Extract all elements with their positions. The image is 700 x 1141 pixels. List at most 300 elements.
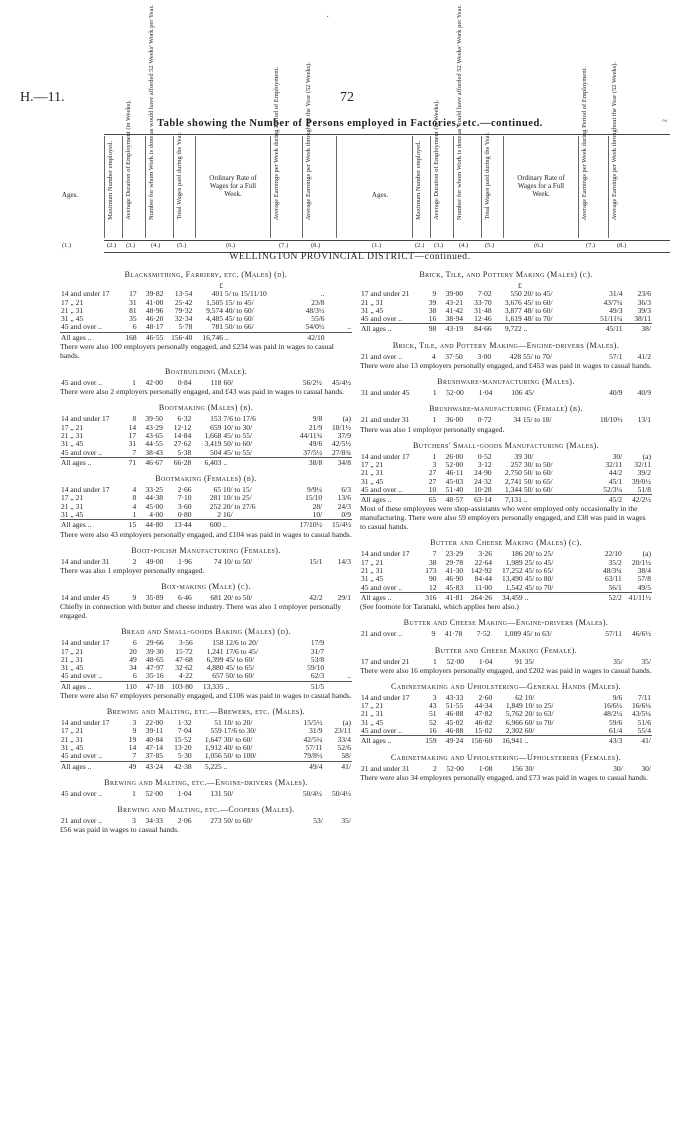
- table-cell: 39·11: [145, 726, 164, 736]
- table-cell: 50/ to 60/: [523, 468, 553, 478]
- table-cell: 35·16: [146, 671, 164, 681]
- table-cell: 27·62: [173, 439, 192, 449]
- table-cell: 50/ to 60/: [223, 439, 253, 449]
- table-cell: 45·83: [445, 582, 464, 592]
- table-cell: ..: [347, 671, 351, 681]
- table-cell: 40/9: [637, 388, 651, 398]
- wages-table: [60, 594, 352, 602]
- table-cell: 52·00: [446, 763, 464, 773]
- col-number: (6.): [226, 242, 236, 249]
- table-row: [360, 315, 652, 324]
- section-title: Bootmaking (Females) (b).: [155, 474, 257, 484]
- table-cell: 8: [132, 493, 137, 503]
- table-cell: 14 and under 17: [61, 414, 110, 424]
- table-cell: 31 „ 45: [61, 663, 84, 673]
- table-cell: 41·42: [445, 305, 464, 315]
- table-cell: 21 „ 31: [61, 654, 84, 664]
- industry-section: [360, 341, 652, 370]
- table-cell: 3: [432, 459, 437, 469]
- table-cell: 559: [210, 726, 222, 736]
- table-cell: 45/ to 70/: [524, 582, 554, 592]
- table-cell: 38: [428, 305, 437, 315]
- table-cell: 40·84: [145, 734, 164, 744]
- table-cell: 51/5: [295, 681, 325, 691]
- table-cell: 1: [132, 788, 136, 798]
- table-cell: All ages ..: [60, 681, 122, 691]
- table-row: [360, 630, 652, 638]
- col8-header: Average Earnings per Week throughout the Year (52 Weeks).: [305, 61, 312, 220]
- table-cell: 0·72: [477, 415, 492, 425]
- table-cell: [326, 290, 352, 298]
- section-note: There was also 1 employer personally engaged.: [360, 424, 505, 434]
- table-cell: 5/ to 15/11/10: [224, 289, 267, 299]
- table-cell: 7/6 to 17/6: [223, 414, 256, 424]
- section-title: Boot-polish Manufacturing (Females).: [131, 545, 281, 555]
- section-title: Cabinetmaking and Upholstering—Upholsterers (Females).: [390, 752, 622, 762]
- table-cell: 35/: [341, 816, 351, 826]
- table-cell: 7,131: [493, 495, 523, 505]
- table-cell: 110: [122, 681, 138, 691]
- wages-table: [360, 630, 652, 638]
- table-title: Table showing the Number of Persons employed in Factories, etc.—continued.: [157, 118, 543, 129]
- table-cell: ..: [347, 322, 351, 332]
- table-cell: 27: [428, 476, 437, 486]
- wages-table: [360, 282, 652, 334]
- table-cell: 20: [129, 646, 137, 656]
- industry-section: [60, 627, 352, 700]
- col3-header: Average Duration of Employment (in Weeks).: [125, 100, 132, 220]
- table-cell: 51: [429, 709, 437, 719]
- table-cell: 17: [128, 430, 137, 440]
- table-cell: 16/: [222, 510, 233, 520]
- table-cell: 45·00: [145, 501, 164, 511]
- table-cell: 66·28: [164, 457, 192, 467]
- table-cell: ..: [222, 457, 292, 467]
- table-cell: 1,344: [504, 484, 522, 494]
- table-cell: 45/ to 55/: [223, 430, 253, 440]
- section-note: There were also 34 employers personally engaged, and £73 was paid in wages to casual hands.: [360, 772, 648, 782]
- table-cell: 44·80: [137, 520, 164, 530]
- table-cell: 62/3: [310, 671, 325, 681]
- table-cell: 30/ to 50/: [523, 459, 553, 469]
- table-cell: 7: [432, 549, 437, 559]
- table-cell: 10/ to 25/: [222, 493, 252, 503]
- table-cell: 13·44: [164, 520, 193, 530]
- table-cell: 1·04: [478, 656, 493, 666]
- table-cell: 1,668: [204, 430, 222, 440]
- table-cell: 14 and under 17: [361, 451, 410, 461]
- table-cell: 131: [210, 788, 222, 798]
- col-ages-header: Ages.: [61, 191, 79, 199]
- table-cell: 30/ to 60/: [223, 734, 253, 744]
- table-cell: All ages ..: [60, 761, 122, 771]
- left-column: [60, 266, 352, 841]
- table-cell: 34·33: [145, 816, 163, 826]
- table-cell: 52·00: [445, 459, 464, 469]
- table-cell: 55/6: [311, 314, 325, 324]
- table-cell: 28/: [312, 501, 323, 511]
- table-row: [60, 494, 352, 502]
- table-row: [360, 416, 652, 424]
- table-cell: [326, 332, 352, 342]
- col-number: (6.): [534, 242, 544, 249]
- table-cell: 45 and over ..: [361, 582, 403, 592]
- table-row: [60, 457, 352, 467]
- table-cell: 38·43: [145, 447, 163, 457]
- wages-table: [360, 658, 652, 666]
- table-cell: 2·66: [177, 485, 192, 495]
- table-cell: 51·55: [445, 701, 464, 711]
- industry-section: [360, 646, 652, 675]
- table-row: [360, 495, 652, 505]
- table-cell: 14 and under 17: [61, 638, 110, 648]
- table-cell: 49/6: [308, 439, 323, 449]
- table-cell: 54/0½: [305, 322, 325, 332]
- table-cell: 3·26: [478, 549, 493, 559]
- table-row: [60, 790, 352, 798]
- table-cell: 3·56: [178, 638, 193, 648]
- table-cell: 10/ to 15/: [222, 485, 252, 495]
- col-number: (2.): [107, 242, 117, 249]
- table-cell: 14 and under 17: [361, 549, 410, 559]
- table-cell: 17/9: [310, 638, 325, 648]
- table-cell: 15: [122, 520, 137, 530]
- table-cell: 6,403: [192, 457, 222, 467]
- table-cell: 3,676: [504, 297, 522, 307]
- table-cell: 51/8: [637, 484, 651, 494]
- table-cell: 7·10: [177, 493, 192, 503]
- section-title: Brick, Tile, and Pottery Making—Engine-drivers (Males).: [392, 340, 620, 350]
- table-cell: 24·32: [474, 476, 492, 486]
- table-row: [60, 520, 352, 530]
- col-number: (2.): [415, 242, 425, 249]
- section-note: There were also 13 employers personally engaged, and £453 was paid in wages to casual hands.: [360, 361, 652, 371]
- section-title: Brewing and Malting, etc.—Engine-drivers (Males).: [104, 777, 308, 787]
- table-cell: 53/8: [310, 654, 325, 664]
- table-cell: 14 and under 17: [61, 485, 110, 495]
- table-cell: 9,722: [493, 324, 523, 334]
- table-cell: 168: [122, 332, 138, 342]
- table-cell: 35/2: [608, 557, 622, 567]
- table-cell: 59/10: [307, 663, 325, 673]
- table-row: [60, 664, 352, 672]
- table-cell: 106: [511, 388, 523, 398]
- table-cell: 33/4: [337, 734, 351, 744]
- table-cell: 14 and under 17: [61, 289, 110, 299]
- wages-table: [60, 558, 352, 566]
- table-cell: 31 „ 45: [361, 717, 384, 727]
- col-ages-header: Ages.: [371, 191, 389, 199]
- table-cell: 37·50: [445, 351, 463, 361]
- table-cell: 57/11: [605, 629, 623, 639]
- table-cell: 46·11: [445, 468, 464, 478]
- table-cell: 74: [213, 556, 222, 566]
- table-cell: All ages ..: [360, 495, 422, 505]
- table-cell: 45/ to 65/: [524, 566, 554, 576]
- table-cell: 50/ to 100/: [223, 751, 257, 761]
- table-cell: 50/: [223, 788, 234, 798]
- table-cell: 45/11: [593, 324, 624, 334]
- table-cell: 1: [433, 656, 437, 666]
- table-cell: 50/ to 65/: [523, 476, 553, 486]
- industry-section: [360, 404, 652, 433]
- section-title: Boatbuilding (Male).: [164, 367, 248, 377]
- table-cell: 22/10: [604, 549, 622, 559]
- table-cell: All ages ..: [360, 736, 422, 746]
- table-cell: 21 „ 31: [361, 566, 384, 576]
- section-title: Butchers' Small-goods Manufacturing (Males).: [413, 440, 599, 450]
- table-cell: 7: [132, 751, 137, 761]
- col7-header: Average Earnings per Week during Period of Employment.: [581, 66, 588, 220]
- table-cell: All ages ..: [60, 457, 122, 467]
- table-cell: 49/3: [609, 305, 623, 315]
- table-cell: 59/6: [608, 717, 623, 727]
- table-cell: 42/5½: [332, 439, 351, 449]
- table-cell: 15/10: [305, 493, 323, 503]
- table-cell: 3·12: [477, 459, 492, 469]
- table-cell: 29·78: [445, 557, 464, 567]
- industry-section: [60, 270, 352, 360]
- table-cell: 46·20: [145, 314, 164, 324]
- table-cell: 33·70: [474, 297, 492, 307]
- table-cell: 21 „ 31: [61, 305, 84, 315]
- table-cell: 23/6: [637, 289, 651, 299]
- table-cell: 50/4½: [332, 788, 351, 798]
- table-cell: 58/: [341, 751, 351, 761]
- col8-header: Average Earnings per Week throughout the Year (52 Weeks).: [611, 61, 618, 220]
- table-cell: 10·28: [474, 484, 492, 494]
- table-cell: 90: [428, 574, 437, 584]
- table-cell: 52: [429, 717, 437, 727]
- table-cell: (a): [642, 549, 651, 559]
- table-cell: 6: [133, 671, 137, 681]
- table-cell: 15/5½: [303, 718, 323, 728]
- table-cell: 2·06: [177, 816, 192, 826]
- table-row: [360, 592, 652, 602]
- table-cell: 18/1½: [332, 422, 351, 432]
- table-cell: 17 „ 21: [361, 557, 384, 567]
- table-cell: 51/11¼: [600, 314, 623, 324]
- table-cell: 49/4: [293, 761, 323, 771]
- table-cell: 10/ to 50/: [223, 556, 253, 566]
- table-cell: 7·52: [476, 629, 491, 639]
- table-cell: 2: [432, 763, 437, 773]
- col7-header: Average Earnings per Week during Period of Employment.: [273, 66, 280, 220]
- section-note: There were also 2 employers personally engaged, and £43 was paid in wages to casual hands.: [60, 387, 345, 397]
- table-cell: 6,966: [505, 717, 523, 727]
- table-cell: 45/ to 65/: [225, 663, 255, 673]
- table-cell: 45 and over ..: [61, 378, 103, 388]
- table-cell: 9/6: [612, 692, 623, 702]
- table-cell: 47·18: [138, 681, 165, 691]
- table-cell: 6·46: [177, 592, 192, 602]
- table-cell: 186: [511, 549, 523, 559]
- table-row: [360, 765, 652, 773]
- table-row: [360, 584, 652, 593]
- table-cell: 21 „ 31: [361, 297, 384, 307]
- table-cell: 12/6 to 20/: [225, 638, 258, 648]
- table-cell: 30/: [523, 451, 534, 461]
- table-cell: 42/5¼: [303, 734, 323, 744]
- wages-table: [60, 790, 352, 798]
- table-cell: 41·81: [437, 592, 464, 602]
- table-cell: [325, 656, 352, 664]
- table-cell: All ages ..: [360, 324, 422, 334]
- section-title: Butter and Cheese Making (Males) (c).: [430, 538, 582, 548]
- wages-table: [60, 415, 352, 467]
- table-cell: 158: [212, 638, 224, 648]
- table-cell: 14 and under 17: [61, 718, 110, 728]
- table-cell: 47·82: [474, 709, 493, 719]
- wages-table: [360, 453, 652, 505]
- table-cell: 23/8: [311, 297, 325, 307]
- industry-section: [60, 403, 352, 467]
- table-cell: 0·84: [177, 378, 192, 388]
- table-cell: 22·64: [474, 557, 493, 567]
- table-cell: 12: [428, 582, 437, 592]
- table-cell: 257: [510, 459, 522, 469]
- table-cell: 31/4: [609, 289, 623, 299]
- table-cell: 6: [133, 638, 137, 648]
- wages-table: [60, 639, 352, 691]
- table-cell: All ages ..: [60, 520, 122, 530]
- col-number: (8.): [311, 242, 321, 249]
- table-cell: 52·00: [145, 788, 163, 798]
- table-cell: 47·97: [146, 663, 164, 673]
- table-cell: 39: [514, 451, 522, 461]
- table-cell: 9,574: [206, 305, 223, 315]
- table-cell: 1,241: [206, 646, 224, 656]
- col-number: (3.): [434, 242, 444, 249]
- table-cell: 11·00: [474, 582, 493, 592]
- table-cell: 30/: [612, 451, 623, 461]
- table-cell: 1·04: [177, 788, 192, 798]
- table-cell: 35/: [641, 656, 651, 666]
- table-cell: 20/ to 45/: [523, 289, 553, 299]
- table-cell: 65: [422, 495, 437, 505]
- table-cell: 9/8: [312, 414, 323, 424]
- industry-section: [60, 546, 352, 575]
- table-cell: 17 and under 21: [361, 656, 410, 666]
- table-cell: 55/ to 70/: [523, 351, 552, 361]
- table-cell: 42/2½: [623, 495, 652, 505]
- table-cell: 6,399: [206, 654, 224, 664]
- col5-header: Total Wages paid during the Year.: [484, 132, 491, 220]
- table-cell: 60/: [524, 726, 535, 736]
- table-cell: 13,490: [501, 574, 523, 584]
- table-cell: 5·30: [177, 751, 192, 761]
- district-heading: WELLINGTON PROVINCIAL DISTRICT—continued.: [229, 252, 471, 262]
- table-cell: 41/: [323, 761, 352, 771]
- table-cell: 45 and over ..: [61, 447, 103, 457]
- table-cell: 14 and under 45: [61, 592, 110, 602]
- table-cell: 71: [122, 457, 137, 467]
- wages-table: [360, 765, 652, 773]
- table-cell: 31 „ 45: [361, 476, 384, 486]
- table-cell: 44/2: [608, 468, 623, 478]
- table-cell: 1·96: [178, 556, 192, 566]
- col4-header: Number for whom Work is done as would have afforded 52 Weeks' Work per Year.: [148, 4, 155, 220]
- col-number: (4.): [151, 242, 161, 249]
- section-note: There were also 16 employers personally engaged, and £202 was paid in wages to casual hands.: [360, 665, 652, 675]
- table-cell: 10/ to 30/: [223, 422, 253, 432]
- table-row: [60, 672, 352, 681]
- table-cell: 47·14: [145, 742, 164, 752]
- table-cell: 657: [212, 671, 224, 681]
- industry-section: [60, 474, 352, 538]
- table-cell: 31/9: [309, 726, 323, 736]
- table-cell: 7: [132, 447, 137, 457]
- table-cell: 48·96: [145, 305, 164, 315]
- table-cell: 17/6 to 30/: [223, 726, 257, 736]
- table-cell: 25·42: [174, 297, 193, 307]
- table-cell: 44·55: [145, 439, 163, 449]
- table-cell: 48·65: [146, 654, 164, 664]
- table-cell: 20/1½: [632, 557, 651, 567]
- table-cell: 29/1: [337, 592, 351, 602]
- table-cell: 52/2: [593, 592, 623, 602]
- table-cell: 34: [513, 415, 521, 425]
- table-cell: ..: [523, 324, 593, 334]
- table-cell: 16,941: [493, 736, 524, 746]
- table-cell: 46·90: [445, 574, 464, 584]
- table-cell: 41·78: [444, 629, 463, 639]
- wages-table: [360, 353, 652, 361]
- table-cell: 273: [210, 816, 222, 826]
- table-cell: 2,750: [504, 468, 522, 478]
- section-title: Box-making (Male) (c).: [161, 581, 251, 591]
- table-cell: 10/ to 25/: [524, 701, 554, 711]
- table-cell: 4,485: [206, 314, 223, 324]
- table-cell: 39·82: [145, 289, 164, 299]
- table-cell: £: [219, 281, 223, 290]
- table-cell: 60/ to 70/: [524, 717, 554, 727]
- col-number: (7.): [586, 242, 596, 249]
- table-cell: 48/3¾: [602, 566, 622, 576]
- table-cell: 42·38: [164, 761, 193, 771]
- table-cell: 20/ to 50/: [223, 592, 253, 602]
- table-cell: 33·25: [145, 485, 164, 495]
- table-cell: 156·60: [464, 736, 493, 746]
- table-cell: 43/7¼: [603, 297, 623, 307]
- table-cell: 1,089: [504, 629, 521, 639]
- table-cell: 45 and over ..: [61, 322, 103, 332]
- table-cell: 51: [214, 718, 222, 728]
- table-cell: 50/ to 66/: [224, 322, 254, 332]
- table-cell: 44·38: [145, 493, 164, 503]
- table-cell: 17 „ 21: [361, 459, 384, 469]
- col-number: (5.): [177, 242, 187, 249]
- table-cell: 15·52: [174, 734, 192, 744]
- table-cell: 6·32: [177, 414, 192, 424]
- table-cell: 21 and over ..: [361, 629, 403, 639]
- table-cell: 4·22: [178, 671, 193, 681]
- table-cell: 3: [432, 692, 437, 702]
- table-cell: 1: [432, 388, 437, 398]
- industry-section: [360, 538, 652, 611]
- table-cell: [326, 299, 352, 307]
- table-cell: 35·89: [145, 592, 164, 602]
- table-cell: 156: [511, 763, 523, 773]
- table-cell: 31·48: [474, 305, 492, 315]
- table-cell: 43·19: [437, 324, 464, 334]
- table-row: [360, 727, 652, 736]
- table-cell: 45/ to 63/: [522, 629, 552, 639]
- table-cell: 13·54: [174, 289, 193, 299]
- table-cell: [326, 307, 352, 315]
- table-row: [60, 761, 352, 771]
- table-cell: 45/1: [608, 476, 623, 486]
